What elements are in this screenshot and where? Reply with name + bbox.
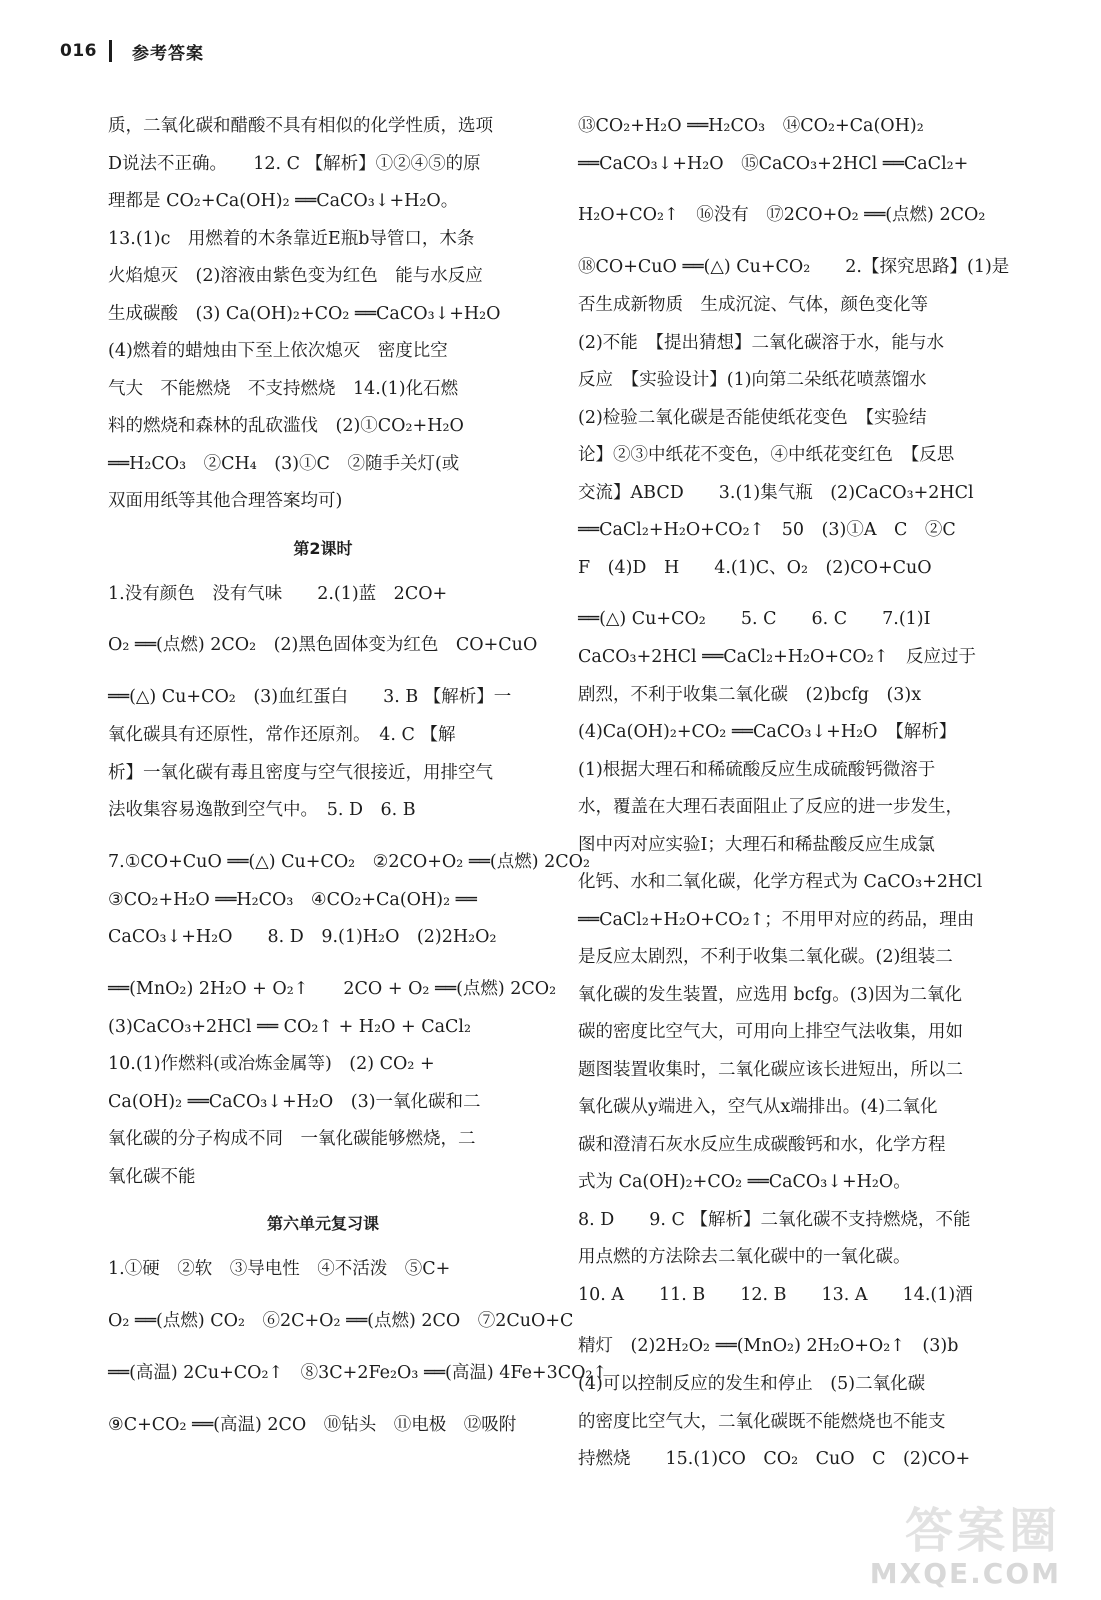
text-line: 持燃烧 15.(1)CO CO₂ CuO C (2)CO+ [578, 1449, 971, 1469]
section-heading: 第2课时 [293, 538, 353, 558]
text-line: ══(△) Cu+CO₂ 5. C 6. C 7.(1)Ⅰ [578, 609, 931, 629]
text-line: (4)Ca(OH)₂+CO₂ ══CaCO₃↓+H₂O 【解析】 [578, 722, 957, 742]
text-line: 精灯 (2)2H₂O₂ ══(MnO₂) 2H₂O+O₂↑ (3)b [578, 1336, 959, 1356]
text-line: 析】一氧化碳有毒且密度与空气很接近，用排空气 [108, 762, 493, 783]
text-line: 用点燃的方法除去二氧化碳中的一氧化碳。 [578, 1247, 911, 1267]
text-line: (4)可以控制反应的发生和停止 (5)二氧化碳 [578, 1374, 926, 1394]
page-number: 016 [60, 41, 97, 61]
header-divider [109, 40, 112, 62]
text-line: ⑬CO₂+H₂O ══H₂CO₃ ⑭CO₂+Ca(OH)₂ [578, 116, 924, 136]
text-line: ⑱CO+CuO ══(△) Cu+CO₂ 2.【探究思路】(1)是 [578, 257, 1010, 277]
text-line: 氧化碳不能 [108, 1166, 196, 1187]
text-line: 1.没有颜色 没有气味 2.(1)蓝 2CO+ [108, 583, 448, 604]
text-line: 剧烈，不利于收集二氧化碳 (2)bcfg (3)x [578, 684, 922, 705]
text-line: CaCO₃+2HCl ══CaCl₂+H₂O+CO₂↑ 反应过于 [578, 647, 976, 667]
text-line: 水，覆盖在大理石表面阻止了反应的进一步发生， [578, 797, 963, 817]
text-line: ══CaCl₂+H₂O+CO₂↑；不用甲对应的药品，理由 [578, 909, 975, 930]
text-line: ══(△) Cu+CO₂ (3)血红蛋白 3. B 【解析】一 [108, 687, 512, 707]
text-line: 生成碳酸 (3) Ca(OH)₂+CO₂ ══CaCO₃↓+H₂O [108, 303, 501, 324]
text-line: 化钙、水和二氧化碳，化学方程式为 CaCO₃+2HCl [578, 872, 983, 892]
text-line: 论】②③中纸花不变色，④中纸花变红色 【反思 [578, 445, 955, 465]
text-line: 的密度比空气大，二氧化碳既不能燃烧也不能支 [578, 1411, 946, 1432]
page-title: 参考答案 [132, 43, 204, 64]
text-line: CaCO₃↓+H₂O 8. D 9.(1)H₂O (2)2H₂O₂ [108, 927, 497, 947]
text-line: 气大 不能燃烧 不支持燃烧 14.(1)化石燃 [108, 378, 459, 399]
text-line: 碳和澄清石灰水反应生成碳酸钙和水，化学方程 [578, 1134, 946, 1155]
text-line: 氧化碳从y端进入，空气从x端排出。(4)二氧化 [578, 1097, 938, 1117]
text-line: 8. D 9. C 【解析】二氧化碳不支持燃烧，不能 [578, 1209, 971, 1230]
text-line: F (4)D H 4.(1)C、O₂ (2)CO+CuO [578, 557, 932, 578]
text-line: (3)CaCO₃+2HCl ══ CO₂↑ + H₂O + CaCl₂ [108, 1016, 472, 1037]
text-line: 双面用纸等其他合理答案均可) [108, 491, 343, 511]
text-line: 是反应太剧烈，不利于收集二氧化碳。(2)组装二 [578, 947, 953, 967]
text-line: H₂O+CO₂↑ ⑯没有 ⑰2CO+O₂ ══(点燃) 2CO₂ [578, 205, 986, 225]
text-line: 氧化碳的分子构成不同 一氧化碳能够燃烧，二 [108, 1129, 476, 1149]
left-column [108, 108, 608, 1445]
text-line: 氧化碳的发生装置，应选用 bcfg。(3)因为二氧化 [578, 984, 963, 1005]
text-line: 10. A 11. B 12. B 13. A 14.(1)酒 [578, 1284, 973, 1305]
text-line: (1)根据大理石和稀硫酸反应生成硫酸钙微溶于 [578, 759, 936, 780]
text-line: 氧化碳具有还原性，常作还原剂。 4. C 【解 [108, 725, 456, 745]
text-line: Ca(OH)₂ ══CaCO₃↓+H₂O (3)一氧化碳和二 [108, 1091, 481, 1112]
watermark-logo: 答案圈 [904, 1503, 1061, 1559]
text-line: 7.①CO+CuO ══(△) Cu+CO₂ ②2CO+O₂ ══(点燃) 2CO₂ [108, 851, 591, 872]
text-line: D说法不正确。 12. C 【解析】①②④⑤的原 [108, 153, 481, 174]
text-line: (4)燃着的蜡烛由下至上依次熄灭 密度比空 [108, 341, 448, 361]
text-line: 式为 Ca(OH)₂+CO₂ ══CaCO₃↓+H₂O。 [578, 1172, 911, 1192]
text-line: ══(MnO₂) 2H₂O + O₂↑ 2CO + O₂ ══(点燃) 2CO₂ [108, 978, 557, 999]
text-line: 13.(1)c 用燃着的木条靠近E瓶b导管口，木条 [108, 228, 475, 249]
text-line: 反应 【实验设计】(1)向第二朵纸花喷蒸馏水 [578, 370, 927, 390]
text-line: O₂ ══(点燃) 2CO₂ (2)黑色固体变为红色 CO+CuO [108, 635, 538, 655]
text-line: O₂ ══(点燃) CO₂ ⑥2C+O₂ ══(点燃) 2CO ⑦2CuO+C [108, 1310, 574, 1331]
text-line: 法收集容易逸散到空气中。 5. D 6. B [108, 800, 416, 820]
text-line: 10.(1)作燃料(或冶炼金属等) (2) CO₂ + [108, 1054, 435, 1074]
text-line: 碳的密度比空气大，可用向上排空气法收集，用如 [578, 1022, 963, 1042]
text-line: 否生成新物质 生成沉淀、气体，颜色变化等 [578, 295, 928, 315]
text-line: 1.①硬 ②软 ③导电性 ④不活泼 ⑤C+ [108, 1259, 451, 1279]
text-line: 料的燃烧和森林的乱砍滥伐 (2)①CO₂+H₂O [108, 416, 464, 436]
text-line: ══(高温) 2Cu+CO₂↑ ⑧3C+2Fe₂O₃ ══(高温) 4Fe+3CO₂↑ [108, 1362, 608, 1383]
text-line: ══CaCl₂+H₂O+CO₂↑ 50 (3)①A C ②C [578, 520, 956, 540]
text-line: ③CO₂+H₂O ══H₂CO₃ ④CO₂+Ca(OH)₂ ══ [108, 889, 477, 910]
text-line: ══H₂CO₃ ②CH₄ (3)①C ②随手关灯(或 [108, 453, 460, 474]
section-heading: 第六单元复习课 [266, 1214, 379, 1233]
text-line: 火焰熄灭 (2)溶液由紫色变为红色 能与水反应 [108, 266, 483, 286]
text-line: 题图装置收集时，二氧化碳应该长进短出，所以二 [578, 1059, 963, 1080]
text-line: 交流】ABCD 3.(1)集气瓶 (2)CaCO₃+2HCl [578, 482, 974, 503]
text-line: 理都是 CO₂+Ca(OH)₂ ══CaCO₃↓+H₂O。 [108, 191, 459, 211]
watermark [870, 1505, 1061, 1590]
text-line: (2)检验二氧化碳是否能使纸花变色 【实验结 [578, 407, 927, 428]
text-line: ⑨C+CO₂ ══(高温) 2CO ⑩钻头 ⑪电极 ⑫吸附 [108, 1414, 517, 1435]
text-line: ══CaCO₃↓+H₂O ⑮CaCO₃+2HCl ══CaCl₂+ [578, 153, 969, 174]
right-column [578, 108, 1008, 1479]
text-line: 质，二氧化碳和醋酸不具有相似的化学性质，选项 [108, 116, 493, 136]
text-line: 图中丙对应实验Ⅰ；大理石和稀盐酸反应生成氯 [578, 834, 935, 855]
watermark-url: MXQE.COM [869, 1557, 1061, 1590]
page-header [60, 36, 204, 66]
text-line: (2)不能 【提出猜想】二氧化碳溶于水，能与水 [578, 332, 945, 353]
